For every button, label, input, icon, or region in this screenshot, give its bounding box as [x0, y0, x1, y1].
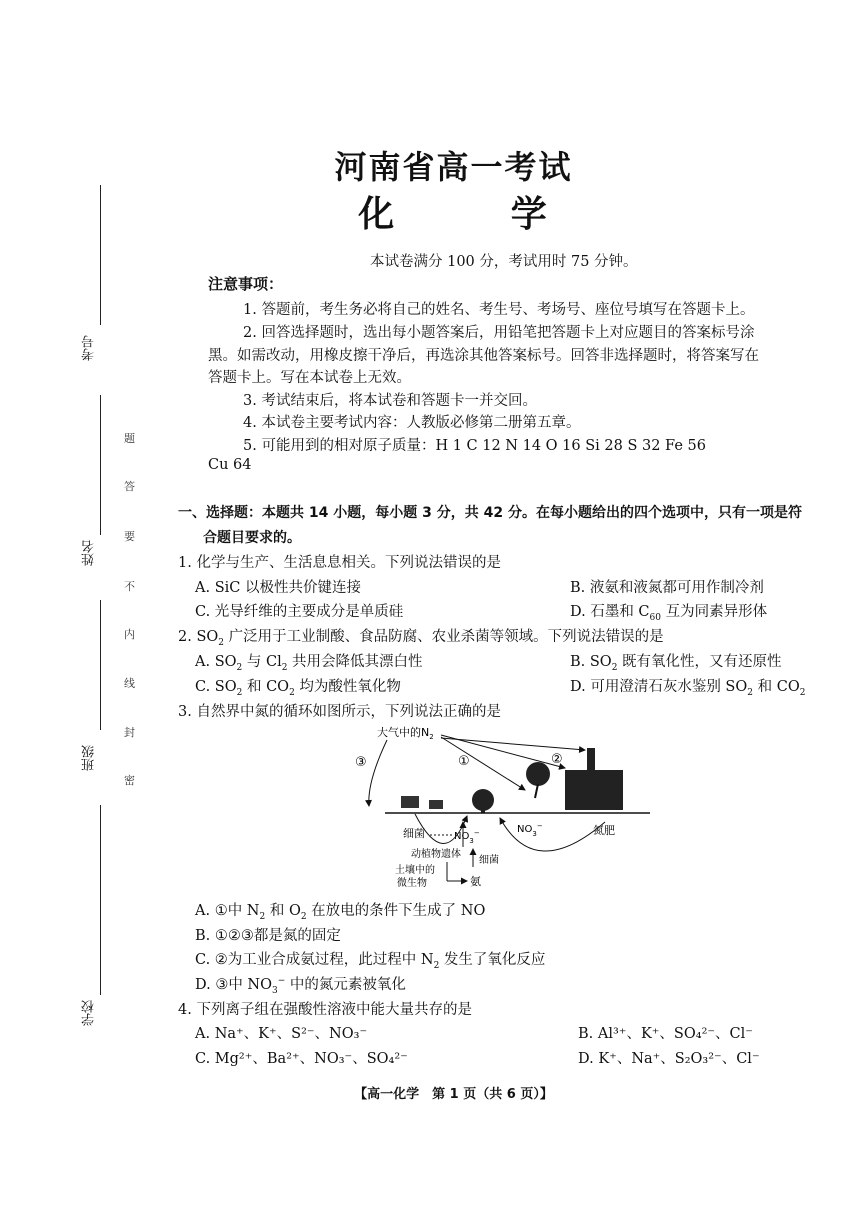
fig-marker-2: ② — [551, 752, 563, 767]
notice-item: Cu 64 — [208, 457, 252, 473]
q2-option-c: C. $SO_2$ 和 $CO_2$ 均为酸性氧化物 — [195, 679, 401, 698]
exam-info: 本试卷满分 100 分，考试用时 75 分钟。 — [370, 254, 638, 270]
fig-bacteria-right: 细菌 — [479, 855, 499, 866]
q4-stem: 4. 下列离子组在强酸性溶液中能大量共存的是 — [178, 1002, 472, 1018]
fig-animal — [429, 800, 443, 809]
seal-char: 封 — [124, 726, 135, 739]
fig-cloud — [526, 762, 550, 786]
notice-heading: 注意事项： — [208, 275, 284, 293]
nitrogen-cycle-figure — [355, 722, 655, 892]
seal-char: 要 — [124, 530, 135, 543]
q1-option-c: C. 光导纤维的主要成分是单质硅 — [195, 604, 404, 620]
q4-option-a: A. Na⁺、K⁺、S²⁻、NO₃⁻ — [195, 1026, 368, 1042]
fig-remains: 动植物遗体 — [411, 849, 461, 860]
seal-char: 不 — [124, 580, 135, 593]
notice-item: 5. 可能用到的相对原子质量：H 1 C 12 N 14 O 16 Si 28 S 32 Fe 56 — [243, 438, 706, 454]
page-footer: 【高一化学 第 1 页（共 6 页）】 — [354, 1087, 553, 1102]
q3-option-b: B. ①②③都是氮的固定 — [195, 928, 341, 944]
notice-item: 2. 回答选择题时，选出每小题答案后，用铅笔把答题卡上对应题目的答案标号涂 — [243, 325, 755, 341]
notice-item: 4. 本试卷主要考试内容：人教版必修第二册第五章。 — [243, 415, 581, 431]
fig-bacteria-left: 细菌 — [403, 827, 425, 840]
fig-fertilizer: 氮肥 — [593, 824, 615, 837]
q4-option-b: B. Al³⁺、K⁺、SO₄²⁻、Cl⁻ — [578, 1026, 753, 1042]
q1-option-d: D. 石墨和 $C_{60}$ 互为同素异形体 — [570, 604, 768, 623]
fig-micro-2: 微生物 — [397, 878, 427, 889]
label-kaohao: 考号 — [82, 335, 97, 361]
section-heading: 合题目要求的。 — [203, 530, 301, 546]
fig-arrow — [500, 818, 605, 851]
margin-rule — [100, 600, 101, 730]
q3-option-d: D. ③中 $NO_3^-$ 中的氮元素被氧化 — [195, 976, 406, 996]
fig-lightning — [535, 784, 538, 798]
fig-arrow — [441, 738, 585, 750]
seal-char: 内 — [124, 628, 135, 641]
q3-option-c: C. ②为工业合成氨过程，此过程中 $N_2$ 发生了氧化反应 — [195, 952, 546, 971]
fig-tree-trunk — [481, 806, 485, 813]
fig-ammonia: 氨 — [470, 875, 481, 888]
fig-factory — [565, 770, 623, 810]
fig-chimney — [587, 748, 595, 772]
subject-title: 化 学 — [358, 194, 599, 235]
fig-no3-label: $NO_3^-$ — [517, 822, 543, 838]
label-banji: 班级 — [82, 745, 97, 771]
notice-item: 答题卡上。写在本试卷上无效。 — [208, 370, 411, 386]
seal-char: 密 — [124, 774, 135, 787]
q2-option-d: D. 可用澄清石灰水鉴别 $SO_2$ 和 $CO_2$ — [570, 679, 806, 698]
exam-title: 河南省高一考试 — [334, 148, 573, 186]
fig-n2-label: 大气中的$N_2$ — [377, 726, 434, 741]
label-xingming: 姓名 — [82, 540, 97, 566]
margin-rule — [100, 395, 101, 535]
fig-animal — [401, 796, 419, 808]
q1-option-a: A. SiC 以极性共价键连接 — [195, 580, 361, 596]
notice-item: 黑。如需改动，用橡皮擦干净后，再选涂其他答案标号。回答非选择题时，将答案写在 — [208, 348, 759, 364]
margin-rule — [100, 805, 101, 995]
fig-micro-1: 土壤中的 — [395, 865, 435, 876]
q1-stem: 1. 化学与生产、生活息息相关。下列说法错误的是 — [178, 555, 501, 571]
label-xuexiao: 学校 — [82, 1000, 97, 1026]
seal-char: 题 — [124, 432, 135, 445]
fig-arrow — [441, 737, 525, 790]
fig-no3-right: $NO_3^-$ — [454, 829, 480, 845]
q4-option-c: C. Mg²⁺、Ba²⁺、NO₃⁻、SO₄²⁻ — [195, 1051, 408, 1067]
fig-arrow — [369, 740, 387, 806]
seal-char: 答 — [124, 480, 135, 493]
fig-marker-1: ① — [458, 754, 470, 769]
q3-option-a: A. ①中 $N_2$ 和 $O_2$ 在放电的条件下生成了 NO — [195, 903, 486, 922]
fig-marker-3: ③ — [355, 755, 367, 770]
q2-option-b: B. $SO_2$ 既有氧化性，又有还原性 — [570, 654, 782, 673]
notice-item: 3. 考试结束后，将本试卷和答题卡一并交回。 — [243, 393, 537, 409]
q1-option-b: B. 液氨和液氮都可用作制冷剂 — [570, 580, 764, 596]
section-heading: 一、选择题：本题共 14 小题，每小题 3 分，共 42 分。在每小题给出的四个选项中，只有一项是符 — [178, 505, 802, 521]
q4-option-d: D. K⁺、Na⁺、S₂O₃²⁻、Cl⁻ — [578, 1051, 760, 1067]
q3-stem: 3. 自然界中氮的循环如图所示，下列说法正确的是 — [178, 704, 501, 720]
q2-stem: 2. $SO_2$ 广泛用于工业制酸、食品防腐、农业杀菌等领域。下列说法错误的是 — [178, 629, 664, 648]
notice-item: 1. 答题前，考生务必将自己的姓名、考生号、考场号、座位号填写在答题卡上。 — [243, 302, 755, 318]
seal-char: 线 — [124, 677, 135, 690]
q2-option-a: A. $SO_2$ 与 $Cl_2$ 共用会降低其漂白性 — [195, 654, 423, 673]
